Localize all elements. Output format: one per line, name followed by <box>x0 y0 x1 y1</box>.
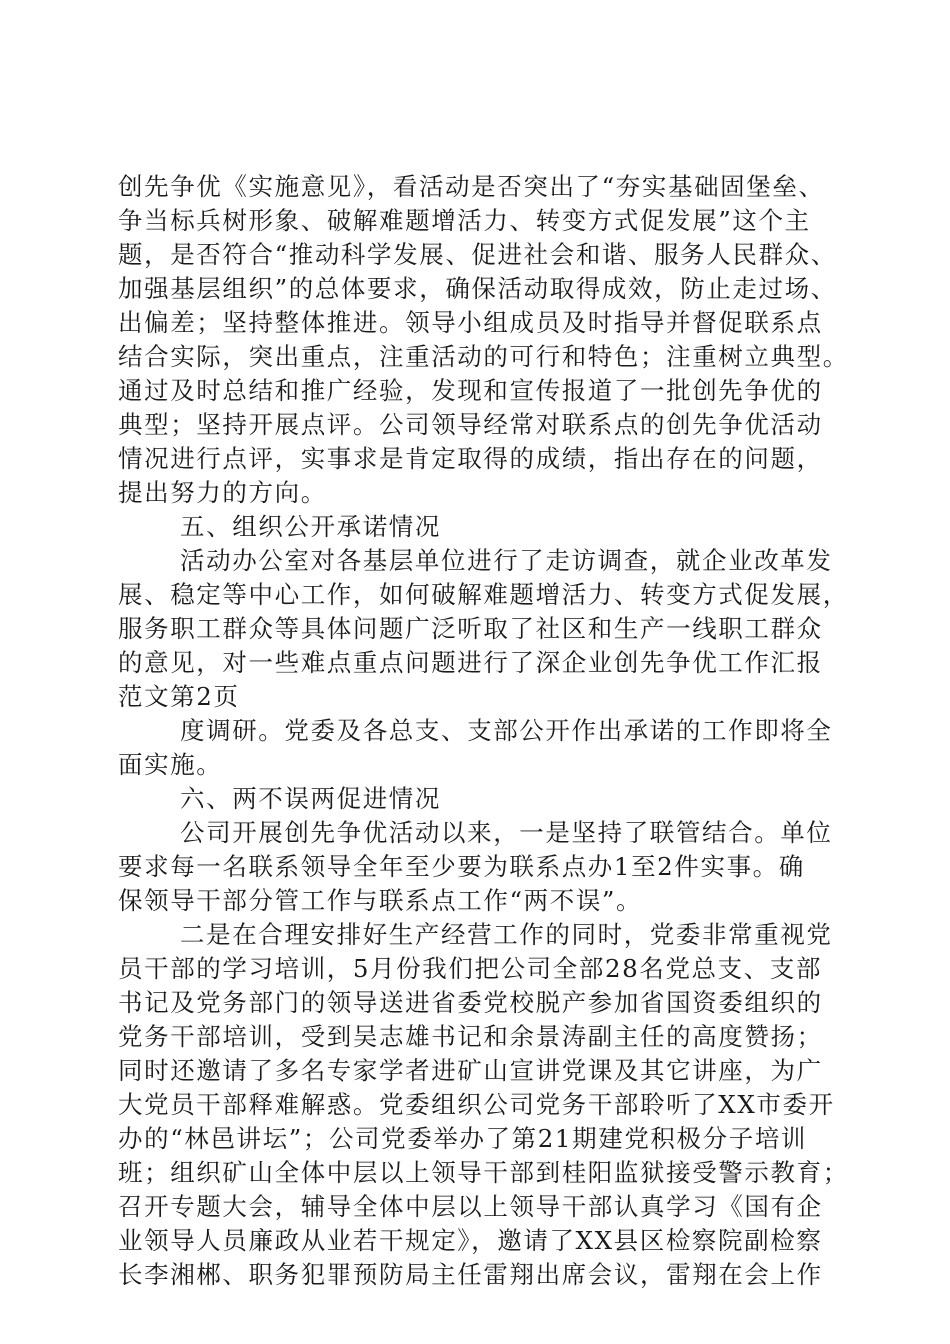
body-text-line: 提出努力的方向。 <box>118 478 327 507</box>
body-text-line: 情况进行点评，实事求是肯定取得的成绩，指出存在的问题， <box>118 444 823 473</box>
body-text-line: 活动办公室对各基层单位进行了走访调查，就企业改革发 <box>180 546 833 575</box>
body-text-line: 班；组织矿山全体中层以上领导干部到桂阳监狱接受警示教育； <box>118 1158 849 1187</box>
section-heading: 六、两不误两促进情况 <box>180 784 441 813</box>
body-text-line: 书记及党务部门的领导送进省委党校脱产参加省国资委组织的 <box>118 988 823 1017</box>
body-text-line: 长李湘郴、职务犯罪预防局主任雷翔出席会议，雷翔在会上作 <box>118 1260 823 1289</box>
body-text-line: 结合实际，突出重点，注重活动的可行和特色；注重树立典型。 <box>118 342 849 371</box>
body-text-line: 面实施。 <box>118 750 223 779</box>
body-text-line: 保领导干部分管工作与联系点工作“两不误”。 <box>118 886 643 915</box>
body-text-line: 典型；坚持开展点评。公司领导经常对联系点的创先争优活动 <box>118 410 823 439</box>
body-text-line: 范文第2页 <box>118 682 240 711</box>
body-text-line: 二是在合理安排好生产经营工作的同时，党委非常重视党 <box>180 920 833 949</box>
body-text-line: 加强基层组织”的总体要求，确保活动取得成效，防止走过场、 <box>118 274 837 303</box>
body-text-line: 的意见，对一些难点重点问题进行了深企业创先争优工作汇报 <box>118 648 823 677</box>
body-text-line: 题，是否符合“推动科学发展、促进社会和谐、服务人民群众、 <box>118 240 837 269</box>
body-text-line: 公司开展创先争优活动以来，一是坚持了联管结合。单位 <box>180 818 833 847</box>
body-text-line: 大党员干部释难解惑。党委组织公司党务干部聆听了XX市委开 <box>118 1090 835 1119</box>
body-text-line: 出偏差；坚持整体推进。领导小组成员及时指导并督促联系点 <box>118 308 823 337</box>
body-text-line: 员干部的学习培训，5月份我们把公司全部28名党总支、支部 <box>118 954 823 983</box>
body-text-line: 要求每一名联系领导全年至少要为联系点办1至2件实事。确 <box>118 852 805 881</box>
section-heading: 五、组织公开承诺情况 <box>180 512 441 541</box>
body-text-line: 业领导人员廉政从业若干规定》，邀请了XX县区检察院副检察 <box>118 1226 823 1255</box>
body-text-line: 展、稳定等中心工作，如何破解难题增活力、转变方式促发展， <box>118 580 849 609</box>
body-text-line: 召开专题大会，辅导全体中层以上领导干部认真学习《国有企 <box>118 1192 823 1221</box>
body-text-line: 服务职工群众等具体问题广泛听取了社区和生产一线职工群众 <box>118 614 823 643</box>
body-text-line: 党务干部培训，受到吴志雄书记和余景涛副主任的高度赞扬； <box>118 1022 823 1051</box>
body-text-line: 通过及时总结和推广经验，发现和宣传报道了一批创先争优的 <box>118 376 823 405</box>
body-text-line: 同时还邀请了多名专家学者进矿山宣讲党课及其它讲座，为广 <box>118 1056 823 1085</box>
body-text-line: 度调研。党委及各总支、支部公开作出承诺的工作即将全 <box>180 716 833 745</box>
body-text-line: 创先争优《实施意见》，看活动是否突出了“夯实基础固堡垒、 <box>118 172 825 201</box>
body-text-line: 争当标兵树形象、破解难题增活力、转变方式促发展”这个主 <box>118 206 811 235</box>
body-text-line: 办的“林邑讲坛”；公司党委举办了第21期建党积极分子培训 <box>118 1124 808 1153</box>
